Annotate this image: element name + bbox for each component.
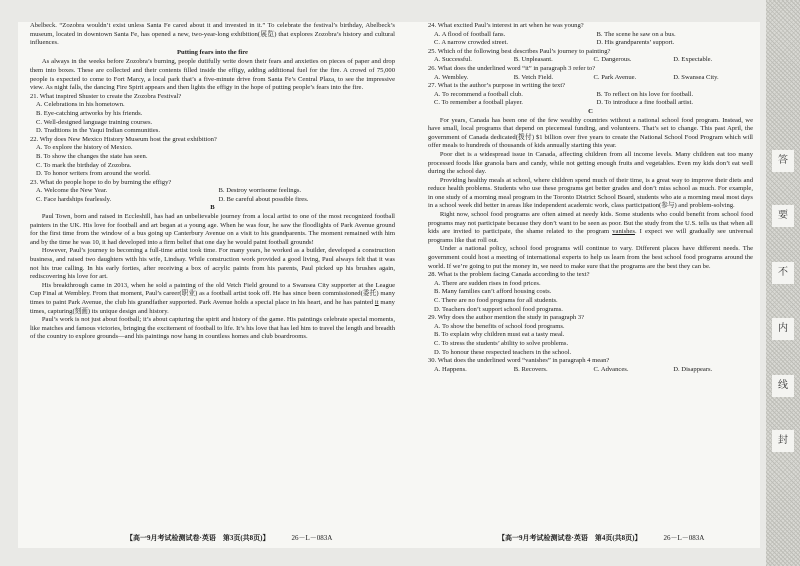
option: C. To remember a football player.: [434, 99, 523, 107]
text: His breakthrough came in 2013, when he sold a painting of the old Vetch Field ground to a Swansea City supporter at the League Cup Final at Wembley. From that moment, Paul’s career(职业) as a football artist took off. He has since been commissioned(委托) many times to paint Park Avenue, the club his grandfather supported. Park Avenue holds a special place in his heart, and he has painted: [30, 281, 395, 306]
option: B. Recovers.: [513, 365, 548, 373]
q21-options: [30, 101, 395, 135]
option: B. Unpleasant.: [513, 56, 553, 64]
option: C. A narrow crowded street.: [434, 39, 508, 47]
question-29: 29. Why does the author mention the study in paragraph 3?: [428, 314, 585, 322]
option: A. Welcome the New Year.: [36, 187, 108, 195]
option: A. Wembley.: [434, 73, 469, 81]
footer-title: 【高一9月考试检测试卷·英语 第4页(共8页)】: [498, 534, 642, 542]
q24-options: [428, 31, 753, 48]
subheading: Putting fears into the fire: [177, 48, 248, 56]
option: C. To mark the birthday of Zozobra.: [36, 161, 132, 169]
option: B. The scene he saw on a bus.: [596, 30, 676, 38]
option: A. Celebrations in his hometown.: [36, 101, 125, 109]
question-30: 30. What does the underlined word “vanishes” in paragraph 4 mean?: [428, 357, 610, 365]
option: D. Disappears.: [673, 365, 713, 373]
q22-options: [30, 144, 395, 178]
option: B. To reflect on his love for football.: [596, 90, 694, 98]
q30-options: [428, 366, 753, 375]
text: Right now, school food programs are often aimed at needy kids. Some students who could benefit from school food programs may not participate because they don’t want to be seen as poor. But the study from the U.S. tells us that when all kids are invited to participate, the shame related to the program: [428, 211, 753, 236]
option: D. Traditions in the Yaqui Indian communities.: [36, 127, 161, 135]
section-b-heading: B: [210, 204, 215, 212]
b-paragraph-1: Paul Town, born and raised in Eccleshill, has had an unbelievable journey from a local artist to one of the most recognized football painters in the UK. His love for football and art began at a young age. When he was four, he saw the floodlights of Park Avenue ground for the first time from the window of a bus going up Canterbury Avenue on a visit to his grandparents. The moment remained with him and by the time he was 10, it had developed into a firm belief that one day he would paint football grounds!: [30, 213, 395, 246]
option: D. To honor writers from around the world.: [36, 170, 151, 178]
b-paragraph-2: However, Paul’s journey to becoming a full-time artist took time. For many years, he worked as a builder, developed a construction business, and raised two daughters with his wife, Lindsay. While construction work provided a good living, Paul always felt that it was not his true calling. In his early forties, after receiving a box of acrylic paints from his parents, Paul picked up his brushes again, rediscovering his love for art.: [30, 247, 395, 281]
option: B. Destroy worrisome feelings.: [218, 187, 302, 195]
b-paragraph-3: [30, 282, 395, 316]
page-3-footer: [126, 533, 332, 543]
question-27: 27. What is the author’s purpose in writing the text?: [428, 82, 566, 90]
option: D. Expectable.: [673, 56, 713, 64]
option: D. His grandparents’ support.: [596, 39, 675, 47]
underlined-word: vanishes: [612, 228, 635, 236]
option: A. To recommend a football club.: [434, 90, 523, 98]
question-21: 21. What inspired Shuster to create the Zozobra Festival?: [30, 92, 182, 100]
c-paragraph-2: Poor diet is a widespread issue in Canada, affecting children from all income levels. Many children eat too many processed foods like granola bars and candy, while not getting enough fruits and vegetables. Even my kids don’t eat well during the school day.: [428, 150, 753, 176]
option: A. There are sudden rises in food prices.: [434, 279, 541, 287]
question-25: 25. Which of the following best describes Paul’s journey to painting?: [428, 47, 611, 55]
question-22: 22. Why does New Mexico History Museum host the great exhibition?: [30, 135, 217, 143]
option: D. To introduce a fine football artist.: [596, 99, 693, 107]
option: A. To show the benefits of school food programs.: [434, 322, 565, 330]
q25-options: [428, 56, 753, 65]
q23-options: [30, 187, 395, 204]
option: C. Face hardships fearlessly.: [36, 195, 112, 203]
option: A. Happens.: [434, 365, 467, 373]
question-23: 23. What do people hope to do by burning the effigy?: [30, 178, 172, 186]
option: C. Dangerous.: [593, 56, 632, 64]
option: C. To stress the students’ ability to solve problems.: [434, 339, 569, 347]
exam-sheet: [18, 22, 760, 548]
question-28: 28. What is the problem facing Canada according to the text?: [428, 271, 590, 279]
footer-title: 【高一9月考试检测试卷·英语 第3页(共8页)】: [126, 534, 270, 542]
c-paragraph-1: For years, Canada has been one of the few wealthy countries without a national school food program. Instead, we have small, local programs that depend on piecemeal funding, and volunteers. That’s set to change. This past April, the government of Canada dedicated(拨付) $1 billion over five years to create the National School Food Program which will offer meals to hundreds of thousands of kids annually starting this year.: [428, 116, 753, 150]
strip-mark: 内: [772, 318, 794, 340]
binding-strip: [766, 0, 800, 566]
section-c-heading: C: [588, 107, 593, 115]
q28-options: [428, 280, 753, 314]
question-26: 26. What does the underlined word “it” in paragraph 3 refer to?: [428, 64, 596, 72]
option: D. Swansea City.: [673, 73, 719, 81]
b-paragraph-4: Paul’s work is not just about football; it’s about capturing the spirit and history of the game. His paintings celebrate special moments, like matches and famous victories, bringing the excitement of football to life. It’s his love that has led him to travel the length and breadth of the country to explore grounds—and his paintings now hang in countless homes and club boardrooms.: [30, 316, 395, 341]
strip-mark: 答: [772, 150, 794, 172]
strip-mark: 封: [772, 430, 794, 452]
underlined-word: it: [374, 299, 379, 306]
c-paragraph-5: Under a national policy, school food programs will continue to vary. Different places have different needs. The government could host a meeting of international experts to help us learn from the best school food programs around the world. If we’re going to put the money in, we need to make sure that the programs are the best they can be.: [428, 245, 753, 270]
question-24: 24. What excited Paul’s interest in art when he was young?: [428, 22, 584, 29]
text: . I expect we will gradually see universal programs like that roll out.: [428, 228, 753, 244]
option: D. Teachers don’t support school food programs.: [434, 305, 563, 313]
strip-mark: 线: [772, 375, 794, 397]
option: A. Successful.: [434, 56, 472, 64]
c-paragraph-4: [428, 211, 753, 245]
option: C. Advances.: [593, 365, 629, 373]
option: D. Be careful about possible fires.: [218, 195, 309, 203]
option: B. To explain why children must eat a tasty meal.: [434, 331, 565, 339]
fire-paragraph: As always in the weeks before Zozobra’s burning, people dutifully write down their fears and anxieties on pieces of paper and drop them into boxes. These are collected and their contents filled inside the effigy, adding additional fuel for the fire. A crowd of 75,000 people is expected to come to Fort Marcy, a local park that’s a five-minute drive from Santa Fe’s Central Plaza, to see the impressive view. As night falls, the dancing Fire Spirit appears and then lights the effigy in the hope of putting people’s fears into the fire.: [30, 58, 395, 92]
strip-mark: 要: [772, 205, 794, 227]
intro-paragraph: Abelbeck. “Zozobra wouldn’t exist unless Santa Fe cared about it and invested in it.” To celebrate the festival’s birthday, Abelbeck’s museum, located in downtown Santa Fe, has opened a new, two-year-long exhibition(展览) that explores Zozobra’s history and cultural influences.: [30, 22, 395, 47]
option: A. A flood of football fans.: [434, 30, 506, 38]
option: A. To explore the history of Mexico.: [36, 144, 133, 152]
page-3-column: [30, 22, 395, 342]
option: B. Vetch Field.: [513, 73, 554, 81]
option: C. Well-designed language training courses.: [36, 118, 153, 126]
q26-options: [428, 74, 753, 83]
footer-code: 26－L－083A: [291, 534, 333, 542]
option: D. To honour these respected teachers in the school.: [434, 348, 572, 356]
strip-mark: 不: [772, 262, 794, 284]
footer-code: 26－L－083A: [663, 534, 705, 542]
text: many times, capturing(刻画) its unique design and history.: [30, 299, 395, 315]
c-paragraph-3: Providing healthy meals at school, where children spend much of their time, is a great way to improve their diets and reduce health problems. Students who use these programs get better grades and don’t miss school as much. For example, in one study of a morning meal program in the Toronto District School Board, students who ate a morning meal most days in a school week did better in areas like independent academic work, class participation(参与) and problem-solving.: [428, 176, 753, 210]
q27-options: [428, 91, 753, 108]
option: B. Many families can’t afford housing costs.: [434, 288, 552, 296]
option: C. Park Avenue.: [593, 73, 637, 81]
page-4-footer: [498, 533, 704, 543]
page-4-column: [428, 22, 753, 374]
option: B. Eye-catching artworks by his friends.: [36, 109, 143, 117]
option: C. There are no food programs for all students.: [434, 297, 558, 304]
q29-options: [428, 323, 753, 357]
option: B. To show the changes the state has seen.: [36, 152, 148, 160]
